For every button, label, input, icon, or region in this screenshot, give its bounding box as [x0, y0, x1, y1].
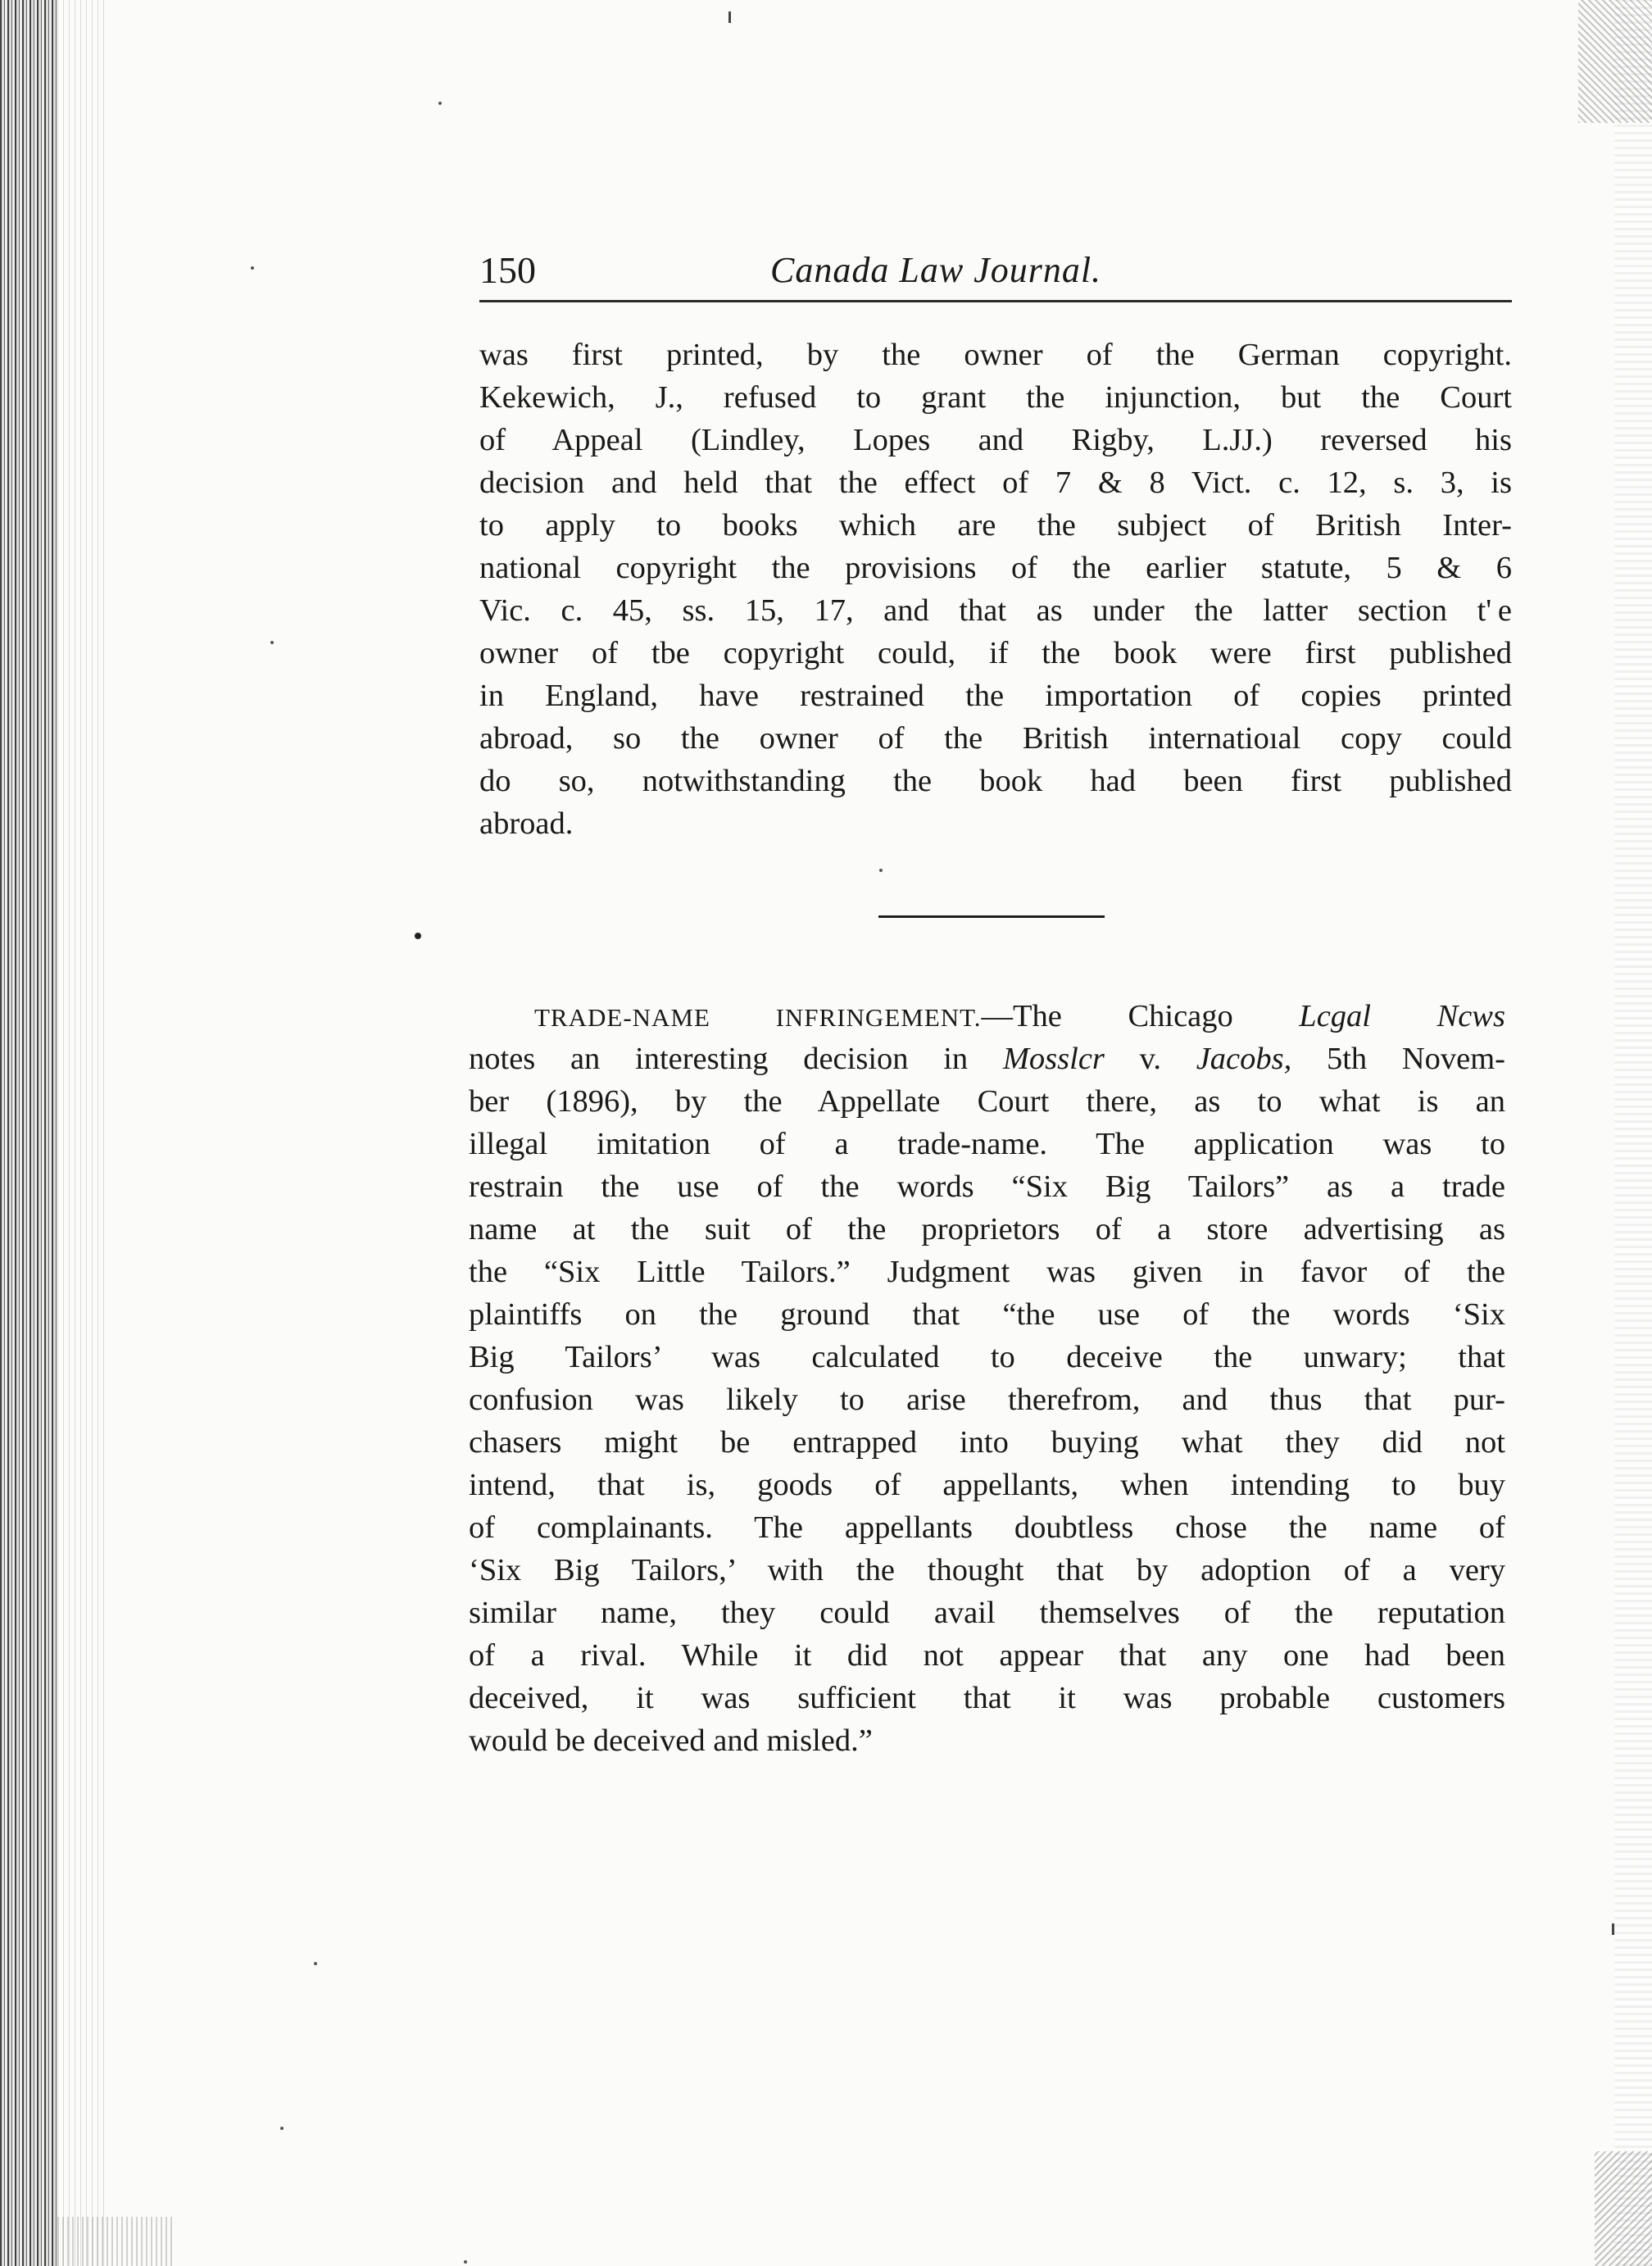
scan-mark [1612, 1923, 1614, 1935]
text-line: Kekewich, J., refused to grant the injunction, but the Court [479, 380, 1512, 415]
text-line: restrain the use of the words “Six Big Tailors” as a trade [469, 1169, 1505, 1204]
text-line: would be deceived and misled.” [469, 1723, 873, 1758]
text-line: name at the suit of the proprietors of a store advertising as [469, 1212, 1505, 1247]
scan-speck [270, 641, 274, 644]
section-divider [878, 915, 1105, 918]
text-line [469, 995, 1505, 1038]
text-line: to apply to books which are the subject of British Inter- [479, 508, 1512, 543]
text-line [469, 1038, 1505, 1080]
text-line: abroad. [479, 806, 574, 841]
text-line: Big Tailors’ was calculated to deceive the unwary; that [469, 1340, 1505, 1374]
text-line: illegal imitation of a trade-name. The application was to [469, 1127, 1505, 1161]
scan-speck [251, 266, 254, 270]
text-line: deceived, it was sufficient that it was probable customers [469, 1681, 1505, 1715]
text-line: of Appeal (Lindley, Lopes and Rigby, L.JJ.) reversed his [479, 423, 1512, 457]
text-line: Vic. c. 45, ss. 15, 17, and that as under the latter section t' e [479, 593, 1512, 628]
text-line: similar name, they could avail themselves of the reputation [469, 1596, 1505, 1630]
scan-speck [438, 102, 442, 105]
scan-dot [415, 933, 421, 939]
text-line: national copyright the provisions of the earlier statute, 5 & 6 [479, 551, 1512, 585]
top-right-corner-noise [1578, 0, 1652, 123]
page-header [479, 246, 1512, 295]
scan-speck [879, 869, 883, 872]
text-line: intend, that is, goods of appellants, when intending to buy [469, 1468, 1505, 1502]
text-line: chasers might be entrapped into buying what they did not [469, 1425, 1505, 1460]
text-line: was first printed, by the owner of the German copyright. [479, 338, 1512, 372]
scan-speck [464, 2260, 467, 2264]
text-line: plaintiffs on the ground that “the use of the words ‘Six [469, 1297, 1505, 1332]
binding-shadow [57, 0, 107, 2266]
right-page-edge [1614, 0, 1652, 2266]
article-continuation [479, 334, 1512, 845]
binding-edge [0, 0, 57, 2266]
text-line: ‘Six Big Tailors,’ with the thought that by adoption of a very [469, 1553, 1505, 1587]
text-line: of complainants. The appellants doubtless chose the name of [469, 1510, 1505, 1545]
text-run: 5th Novem- [1291, 1042, 1506, 1076]
text-line: confusion was likely to arise therefrom, and thus that pur- [469, 1383, 1505, 1417]
heading-dash: — [981, 999, 1014, 1033]
header-rule [479, 300, 1512, 302]
scan-mark [728, 11, 731, 23]
text-line: the “Six Little Tailors.” Judgment was given in favor of the [469, 1255, 1505, 1289]
text-line: owner of tbe copyright could, if the book were first published [479, 636, 1512, 670]
scan-speck [280, 2127, 284, 2130]
scan-speck [314, 1962, 317, 1965]
text-run: The Chicago [1013, 999, 1300, 1033]
bottom-left-corner-noise [57, 2217, 172, 2266]
text-line: decision and held that the effect of 7 & 8 Vict. c. 12, s. 3, is [479, 465, 1512, 500]
running-title: Canada Law Journal. [770, 250, 1102, 290]
text-line: abroad, so the owner of the British internatioıal copy could [479, 721, 1512, 756]
text-run: v. [1104, 1042, 1196, 1076]
section-heading: TRADE-NAME INFRINGEMENT. [534, 1003, 982, 1032]
text-line: ber (1896), by the Appellate Court there, as to what is an [469, 1084, 1505, 1119]
article-trade-name-infringement [469, 995, 1505, 1762]
publication-name: Lcgal Ncws [1299, 999, 1505, 1033]
case-party: Jacobs, [1196, 1042, 1292, 1076]
bottom-right-corner-noise [1595, 2151, 1652, 2266]
text-run: notes an interesting decision in [469, 1042, 1003, 1076]
page-number: 150 [479, 249, 536, 291]
text-line: do so, notwithstanding the book had been first published [479, 764, 1512, 798]
text-line: in England, have restrained the importation of copies printed [479, 679, 1512, 713]
case-party: Mosslcr [1002, 1042, 1105, 1076]
text-line: of a rival. While it did not appear that any one had been [469, 1638, 1505, 1673]
